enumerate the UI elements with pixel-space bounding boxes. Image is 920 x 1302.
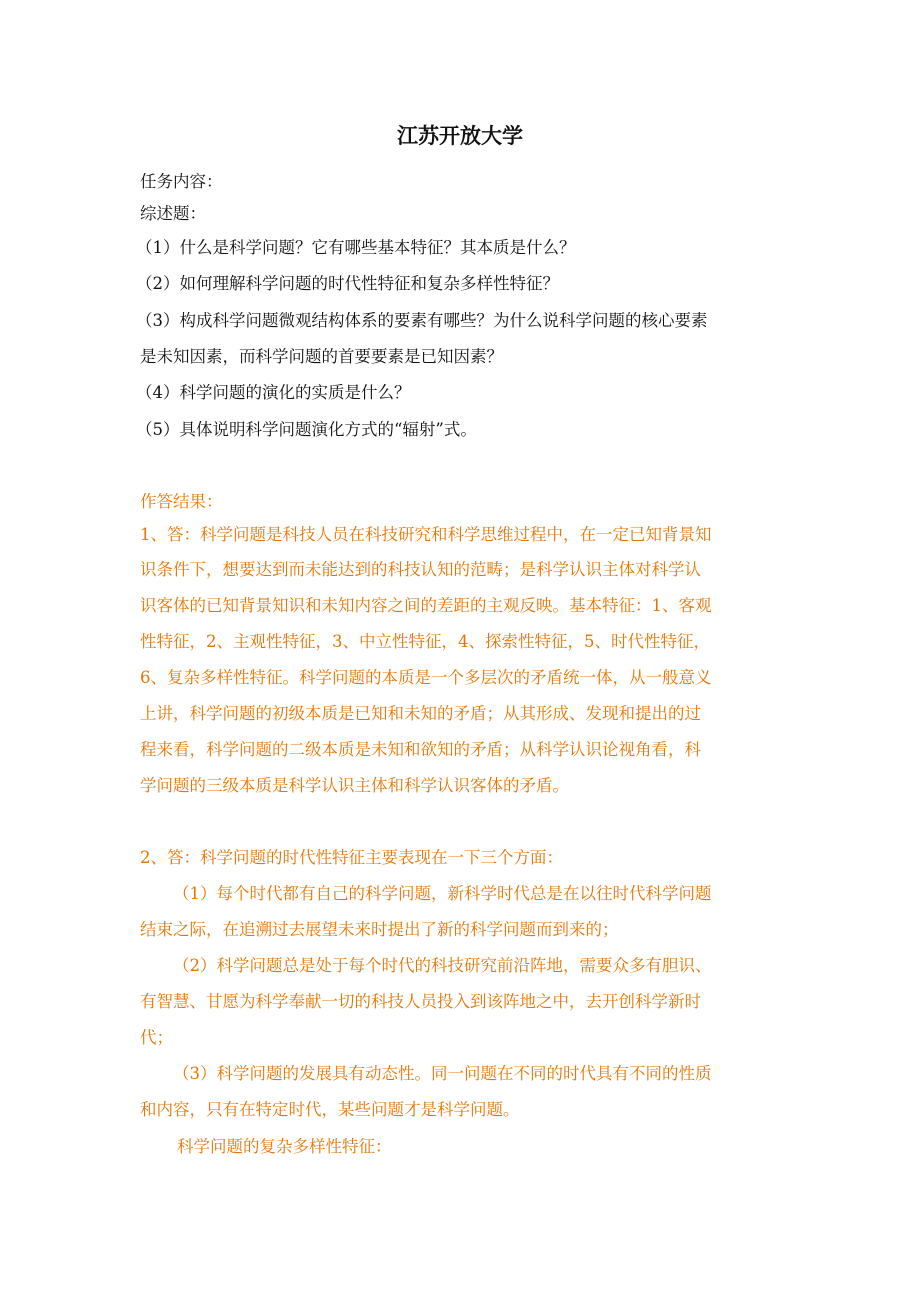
question-3: （3）构成科学问题微观结构体系的要素有哪些？为什么说科学问题的核心要素 (136, 311, 708, 330)
answer2-line: （1）每个时代都有自己的科学问题，新科学时代总是在以往时代科学问题 (173, 884, 712, 903)
answer2-line: 2、答：科学问题的时代性特征主要表现在一下三个方面： (140, 848, 563, 867)
answer1-line: 上讲，科学问题的初级本质是已知和未知的矛盾；从其形成、发现和提出的过 (140, 704, 701, 723)
answer1-line: 识客体的已知背景知识和未知内容之间的差距的主观反映。基本特征：1、客观 (140, 596, 712, 615)
answer2-line: （2）科学问题总是处于每个时代的科技研究前沿阵地，需要众多有胆识、 (173, 956, 712, 975)
answer1-line: 程来看，科学问题的二级本质是未知和欲知的矛盾；从科学认识论视角看，科 (140, 740, 701, 759)
answer1-line: 性特征，2、主观性特征，3、中立性特征，4、探索性特征，5、时代性特征， (140, 632, 710, 651)
task-label: 任务内容： (140, 172, 223, 191)
answer2-line: 结束之际，在追溯过去展望未来时提出了新的科学问题而到来的； (140, 920, 619, 939)
answer2-line: 代； (140, 1028, 173, 1047)
answer1-line: 学问题的三级本质是科学认识主体和科学认识客体的矛盾。 (140, 776, 569, 795)
question-1: （1）什么是科学问题？它有哪些基本特征？其本质是什么？ (136, 238, 576, 257)
question-2: （2）如何理解科学问题的时代性特征和复杂多样性特征？ (136, 274, 559, 293)
question-3-cont: 是未知因素，而科学问题的首要要素是已知因素？ (140, 347, 503, 366)
answer2-line: （3）科学问题的发展具有动态性。同一问题在不同的时代具有不同的性质 (173, 1064, 712, 1083)
answer1-line: 1、答：科学问题是科技人员在科技研究和科学思维过程中，在一定已知背景知 (140, 525, 712, 544)
question-5: （5）具体说明科学问题演化方式的“辐射”式。 (136, 420, 477, 439)
document-title: 江苏开放大学 (397, 123, 523, 148)
section-label: 综述题： (140, 204, 206, 223)
answer-label: 作答结果： (140, 492, 223, 511)
answer2-line: 和内容，只有在特定时代，某些问题才是科学问题。 (140, 1100, 520, 1119)
answer1-line: 识条件下，想要达到而未能达到的科技认知的范畴；是科学认识主体对科学认 (140, 560, 701, 579)
answer2-line: 科学问题的复杂多样性特征： (177, 1137, 392, 1156)
question-4: （4）科学问题的演化的实质是什么？ (136, 383, 411, 402)
answer2-line: 有智慧、甘愿为科学奉献一切的科技人员投入到该阵地之中，去开创科学新时 (140, 992, 701, 1011)
answer1-line: 6、复杂多样性特征。科学问题的本质是一个多层次的矛盾统一体，从一般意义 (140, 668, 712, 687)
